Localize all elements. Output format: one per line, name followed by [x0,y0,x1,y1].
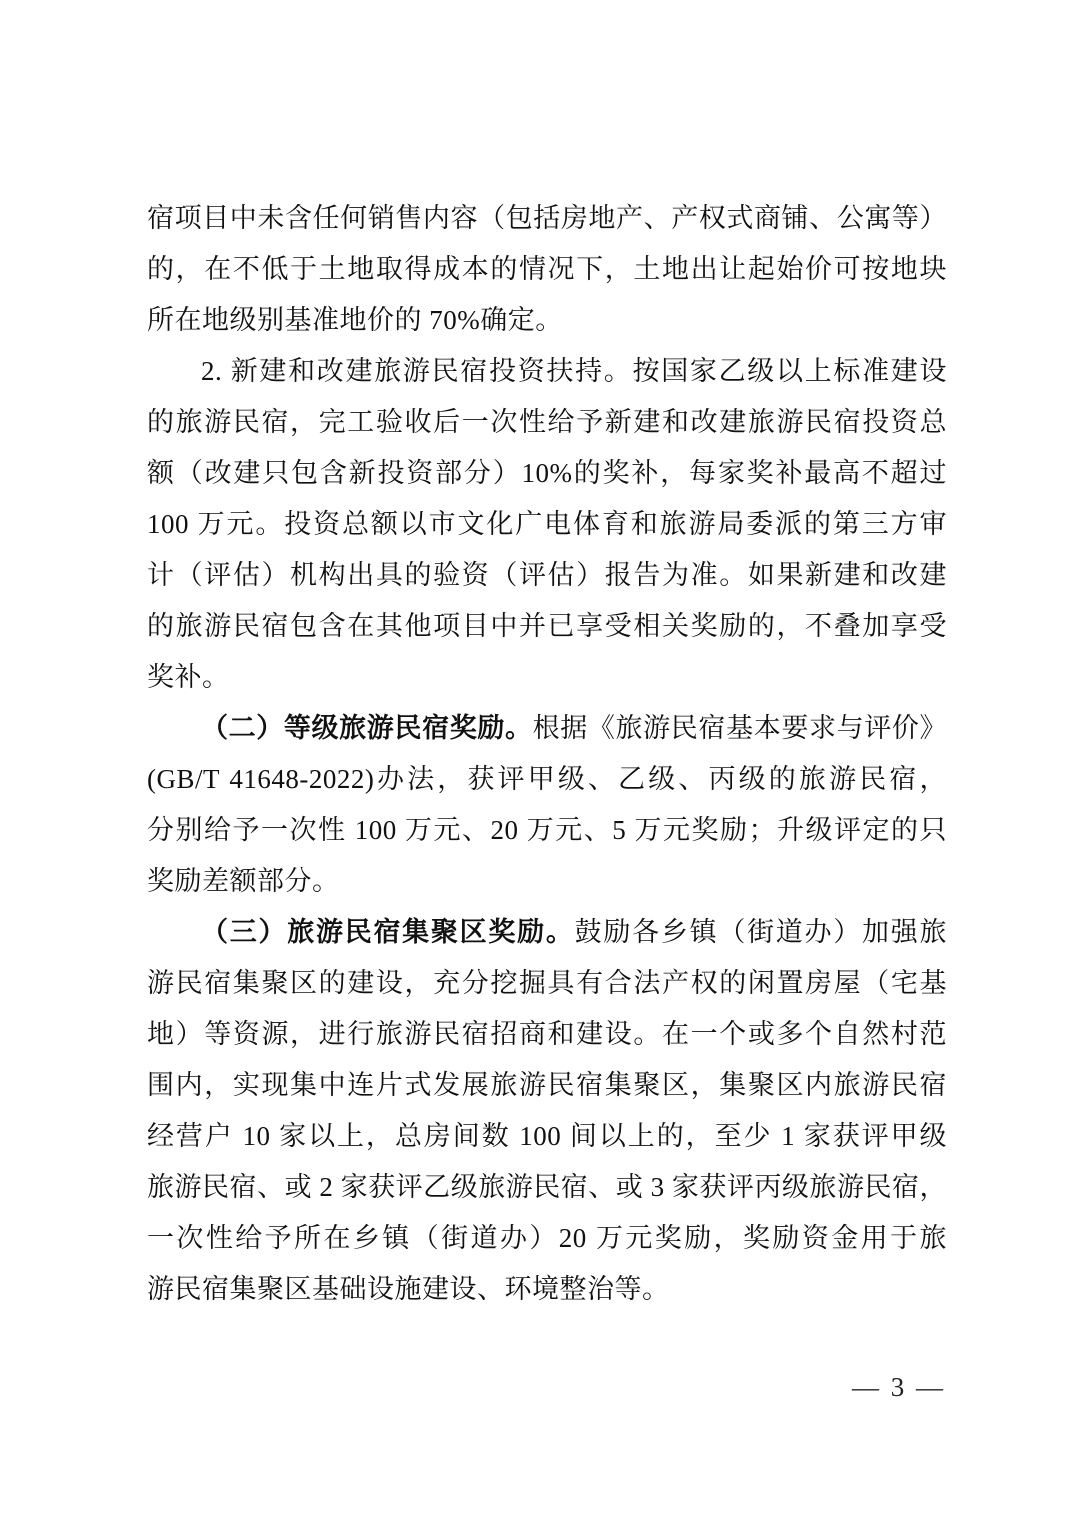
line-text: 经营户 10 家以上，总房间数 100 间以上的，至少 1 家获评甲级 [147,1121,947,1151]
line-text: (GB/T 41648-2022)办法，获评甲级、乙级、丙级的旅游民宿， [147,764,947,794]
text-line [147,907,947,958]
line-text: 鼓励各乡镇（街道办）加强旅 [574,917,948,947]
text-line [147,958,947,1009]
line-text: 的旅游民宿，完工验收后一次性给予新建和改建旅游民宿投资总 [147,407,947,437]
text-line [147,346,947,397]
line-text: 围内，实现集中连片式发展旅游民宿集聚区，集聚区内旅游民宿 [147,1070,947,1100]
text-line [147,295,947,346]
text-line [147,550,947,601]
text-line [147,652,947,703]
text-line [147,499,947,550]
text-line [147,601,947,652]
line-text: 根据《旅游民宿基本要求与评价》 [532,713,948,743]
line-text: 额（改建只包含新投资部分）10%的奖补，每家奖补最高不超过 [147,458,947,488]
line-text: 2. 新建和改建旅游民宿投资扶持。按国家乙级以上标准建设 [201,356,947,386]
line-text: 所在地级别基准地价的 70%确定。 [147,305,563,335]
line-text: 的，在不低于土地取得成本的情况下，土地出让起始价可按地块 [147,254,947,284]
line-text: 奖补。 [147,662,230,692]
page-number: — 3 — [852,1372,943,1402]
text-line [147,754,947,805]
text-line [147,703,947,754]
text-line [147,1009,947,1060]
line-text: 一次性给予所在乡镇（街道办）20 万元奖励，奖励资金用于旅 [147,1223,947,1253]
clause-heading: （二）等级旅游民宿奖励。 [201,713,533,743]
text-line [147,856,947,907]
text-line [147,1060,947,1111]
text-line [147,244,947,295]
line-text: 奖励差额部分。 [147,866,340,896]
line-text: 游民宿集聚区的建设，充分挖掘具有合法产权的闲置房屋（宅基 [147,968,947,998]
text-line [147,193,947,244]
text-line [147,805,947,856]
text-line [147,448,947,499]
text-line [147,1162,947,1213]
line-text: 地）等资源，进行旅游民宿招商和建设。在一个或多个自然村范 [147,1019,947,1049]
text-line [147,1111,947,1162]
line-text: 100 万元。投资总额以市文化广电体育和旅游局委派的第三方审 [147,509,947,539]
line-text: 计（评估）机构出具的验资（评估）报告为准。如果新建和改建 [147,560,947,590]
line-text: 游民宿集聚区基础设施建设、环境整治等。 [147,1274,670,1304]
line-text: 旅游民宿、或 2 家获评乙级旅游民宿、或 3 家获评丙级旅游民宿， [147,1172,947,1202]
line-text: 分别给予一次性 100 万元、20 万元、5 万元奖励；升级评定的只 [147,815,947,845]
text-line [147,1213,947,1264]
document-body [147,193,947,1315]
text-line [147,1264,947,1315]
line-text: 的旅游民宿包含在其他项目中并已享受相关奖励的，不叠加享受 [147,611,947,641]
line-text: 宿项目中未含任何销售内容（包括房地产、产权式商铺、公寓等） [147,203,947,233]
text-line [147,397,947,448]
clause-heading: （三）旅游民宿集聚区奖励。 [201,917,575,947]
